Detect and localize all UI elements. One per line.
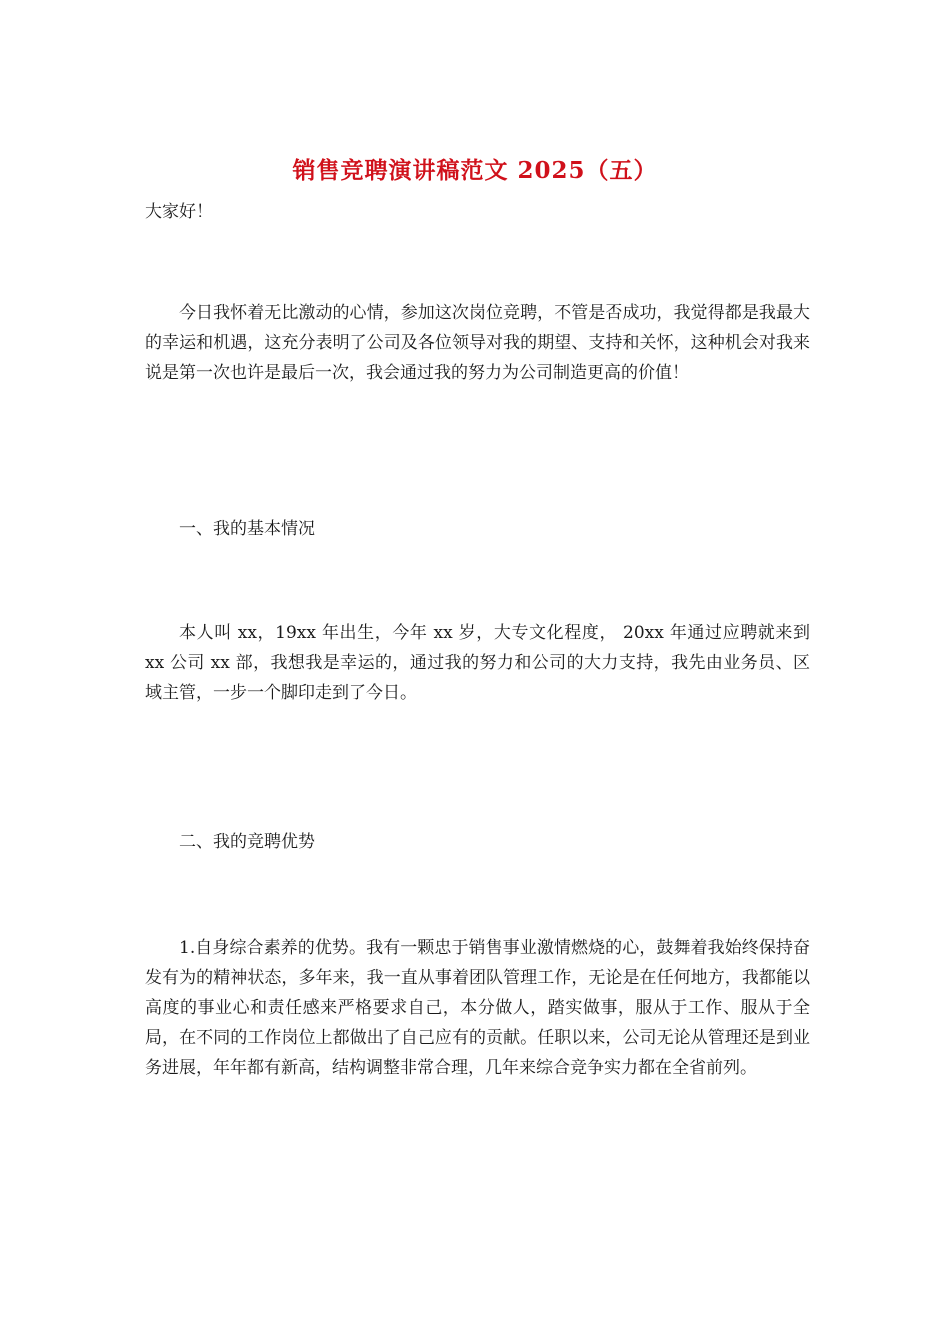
document-title: 销售竞聘演讲稿范文 2025（五） xyxy=(292,157,658,184)
section-heading-basic-info: 一、我的基本情况 xyxy=(179,519,315,539)
basic-info-paragraph: 本人叫 xx，19xx 年出生，今年 xx 岁，大专文化程度， 20xx 年通过应聘就来到 xx 公司 xx 部，我想我是幸运的，通过我的努力和公司的大力支持，我先由业务员、区域主管，一步一个脚印走到了今日。 xyxy=(145,623,810,703)
greeting: 大家好！ xyxy=(145,202,213,222)
intro-paragraph: 今日我怀着无比激动的心情，参加这次岗位竞聘，不管是否成功，我觉得都是我最大的幸运和机遇，这充分表明了公司及各位领导对我的期望、支持和关怀，这种机会对我来说是第一次也许是最后一次，我会通过我的努力为公司制造更高的价值！ xyxy=(145,303,810,383)
advantage-item-1: 1.自身综合素养的优势。我有一颗忠于销售事业激情燃烧的心，鼓舞着我始终保持奋发有为的精神状态，多年来，我一直从事着团队管理工作，无论是在任何地方，我都能以高度的事业心和责任感来严格要求自己，本分做人，踏实做事，服从于工作、服从于全局，在不同的工作岗位上都做出了自己应有的贡献。任职以来，公司无论从管理还是到业务进展，年年都有新高，结构调整非常合理，几年来综合竞争实力都在全省前列。 xyxy=(145,938,810,1078)
section-heading-advantages: 二、我的竞聘优势 xyxy=(179,832,315,852)
